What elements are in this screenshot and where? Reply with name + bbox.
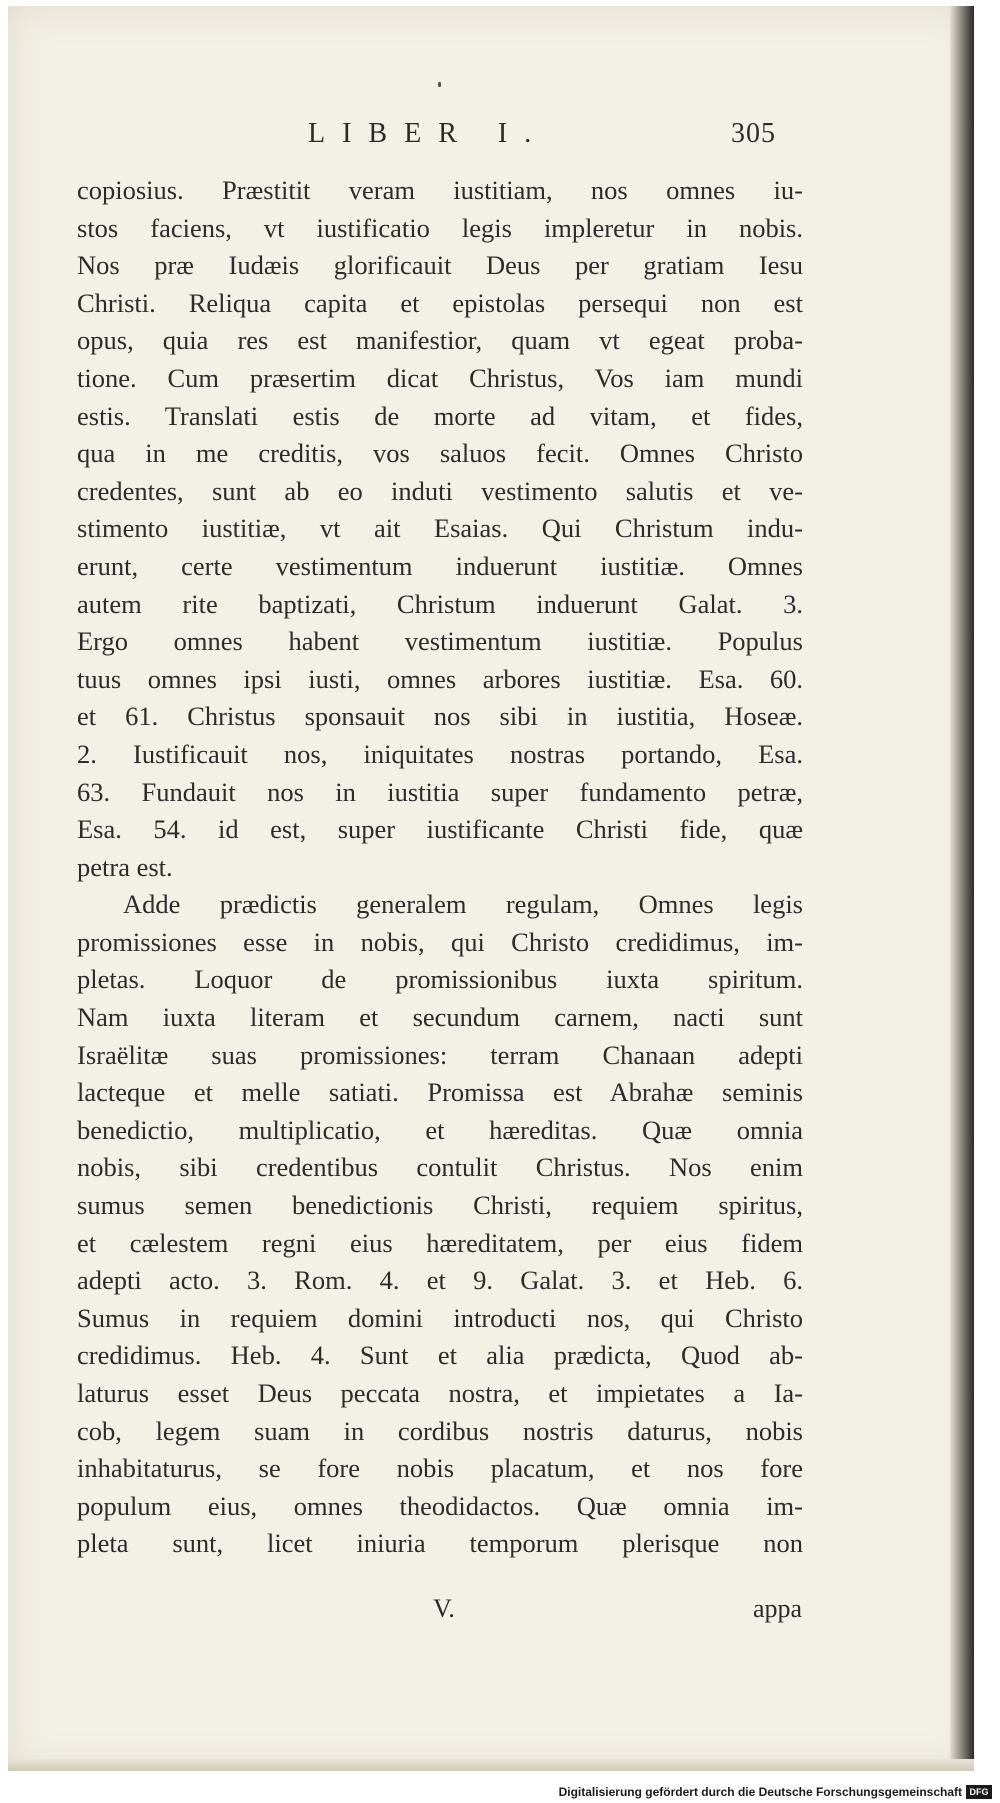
text-line: autem rite baptizati, Christum induerunt Galat. 3. [77,588,803,619]
body-text [77,172,803,1563]
text-line: petra est. [77,851,173,882]
text-line: adepti acto. 3. Rom. 4. et 9. Galat. 3. et Heb. 6. [77,1265,803,1296]
funding-credit: Digitalisierung gefördert durch die Deutsche Forschungsgemeinschaft [558,1785,962,1799]
text-line: et cælestem regni eius hæreditatem, per eius fidem [77,1227,803,1258]
text-line: opus, quia res est manifestior, quam vt egeat proba- [77,325,803,356]
page-number: 305 [731,118,776,149]
running-head [8,118,974,158]
text-line: erunt, certe vestimentum induerunt iustitiæ. Omnes [77,550,803,581]
text-line: credidimus. Heb. 4. Sunt et alia prædicta, Quod ab- [77,1340,803,1371]
book-page [8,6,974,1771]
digitization-footer [0,1782,1000,1803]
text-line: 2. Iustificauit nos, iniquitates nostras portando, Esa. [77,738,803,769]
text-line: nobis, sibi credentibus contulit Christus. Nos enim [77,1152,803,1183]
text-line: cob, legem suam in cordibus nostris daturus, nobis [77,1415,803,1446]
text-line: Christi. Reliqua capita et epistolas persequi non est [77,287,803,318]
catchline [8,1594,974,1634]
text-line: pletas. Loquor de promissionibus iuxta spiritum. [77,964,803,995]
text-line: promissiones esse in nobis, qui Christo credidimus, im- [77,926,803,957]
text-line: benedictio, multiplicatio, et hæreditas. Quæ omnia [77,1114,803,1145]
text-line: qua in me creditis, vos saluos fecit. Omnes Christo [77,438,803,469]
text-line: tione. Cum præsertim dicat Christus, Vos iam mundi [77,362,803,393]
text-line: inhabitaturus, se fore nobis placatum, et nos fore [77,1453,803,1484]
text-line: Israëlitæ suas promissiones: terram Chanaan adepti [77,1039,803,1070]
text-line: stos faciens, vt iustificatio legis impleretur in nobis. [77,212,803,243]
text-line: copiosius. Præstitit veram iustitiam, nos omnes iu- [77,175,803,205]
text-line: Sumus in requiem domini introducti nos, qui Christo [77,1302,803,1333]
page-spine-edge [950,6,974,1771]
text-line: laturus esset Deus peccata nostra, et impietates a Ia- [77,1378,803,1408]
text-line: pleta sunt, licet iniuria temporum plerisque non [77,1528,803,1559]
ink-speck [438,82,441,87]
signature-mark: V. [433,1594,455,1623]
running-title: LIBER I. [308,118,549,149]
text-line: sumus semen benedictionis Christi, requiem spiritus, [77,1190,803,1221]
text-line: tuus omnes ipsi iusti, omnes arbores iustitiæ. Esa. 60. [77,663,803,694]
text-line: Nos præ Iudæis glorificauit Deus per gratiam Iesu [77,250,803,281]
text-line: credentes, sunt ab eo induti vestimento salutis et ve- [77,475,803,506]
text-line: lacteque et melle satiati. Promissa est Abrahæ seminis [77,1077,803,1108]
text-line: 63. Fundauit nos in iustitia super fundamento petræ, [77,776,803,807]
page-bottom-edge [8,1759,974,1771]
dfg-logo-icon: DFG [966,1785,992,1799]
paragraph-start-line: Adde prædictis generalem regulam, Omnes legis [123,889,803,920]
text-line: et 61. Christus sponsauit nos sibi in iustitia, Hoseæ. [77,701,803,732]
text-line: Ergo omnes habent vestimentum iustitiæ. Populus [77,626,803,657]
text-line: stimento iustitiæ, vt ait Esaias. Qui Christum indu- [77,513,803,544]
text-line: Nam iuxta literam et secundum carnem, nacti sunt [77,1002,803,1033]
text-line: Esa. 54. id est, super iustificante Christi fide, quæ [77,814,803,845]
catchword: appa [753,1594,803,1623]
text-line: populum eius, omnes theodidactos. Quæ omnia im- [77,1490,803,1521]
text-line: estis. Translati estis de morte ad vitam, et fides, [77,400,803,431]
